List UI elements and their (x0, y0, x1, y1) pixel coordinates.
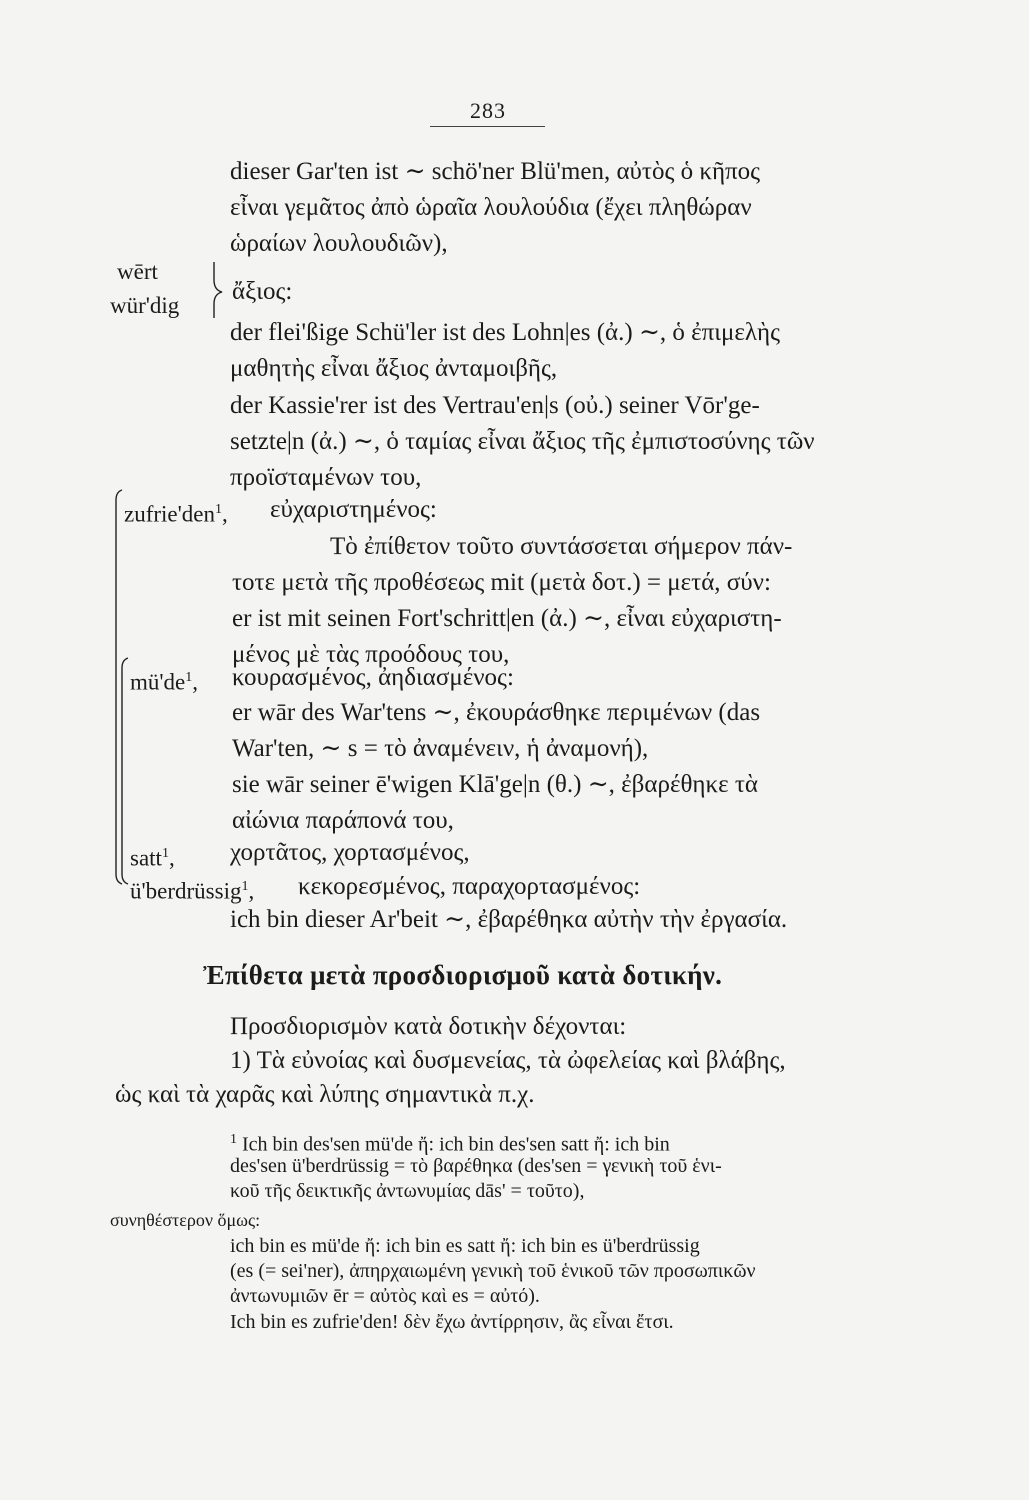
entry-line: der Kassie'rer ist des Vertrau'en|s (οὐ.) seiner Vōr'ge- (230, 392, 760, 419)
footnote-text: Ich bin des'sen mü'de ἤ: ich bin des'sen satt ἤ: ich bin (242, 1133, 670, 1156)
header-rule (430, 126, 545, 127)
entry-line: setzte|n (ἀ.) ∼, ὁ ταμίας εἶναι ἄξιος τῆς ἐμπιστοσύνης τῶν (230, 428, 815, 455)
body-line: Προσδιορισμὸν κατὰ δοτικὴν δέχονται: (230, 1013, 627, 1040)
margin-word-zufrieden-text: zufrie'den (124, 501, 215, 527)
margin-word-uberdrussig (130, 874, 254, 905)
entry-line: ὡραίων λουλουδιῶν), (230, 230, 448, 257)
footnote-line: Ich bin es zufrie'den! δὲν ἔχω ἀντίρρησιν, ἂς εἶναι ἔτσι. (230, 1311, 674, 1333)
brace-outer (116, 490, 122, 884)
entry-line: μένος μὲ τὰς προόδους του, (232, 641, 510, 668)
margin-word-mude (130, 665, 198, 696)
entry-line: sie wār seiner ē'wigen Klā'ge|n (θ.) ∼, ἐβαρέθηκε τὰ (232, 771, 758, 798)
footnote-mark: 1 (241, 879, 249, 894)
margin-word-zufrieden (124, 497, 228, 528)
body-line: ὡς καὶ τὰ χαρᾶς καὶ λύπης σημαντικὰ π.χ. (115, 1081, 535, 1108)
margin-word-wert: wērt (117, 259, 158, 284)
margin-word-satt-text: satt (130, 845, 162, 871)
margin-word-satt (130, 841, 175, 872)
entry-line: προϊσταμένων του, (230, 464, 422, 491)
entry-line: εἶναι γεμᾶτος ἀπὸ ὡραῖα λουλούδια (ἔχει πληθώραν (230, 194, 752, 221)
entry-line: dieser Gar'ten ist ∼ schö'ner Blü'men, αὐτὸς ὁ κῆπος (230, 158, 761, 185)
entry-line: κουρασμένος, ἀηδιασμένος: (232, 664, 514, 691)
entry-line: er ist mit seinen Fort'schritt|en (ἀ.) ∼, εἶναι εὐχαριστη- (232, 605, 782, 632)
entry-line: χορτᾶτος, χορτασμένος, (230, 839, 470, 866)
entry-line: er wār des War'tens ∼, ἐκουράσθηκε περιμένων (das (232, 699, 761, 726)
entry-line: κεκορεσμένος, παραχορτασμένος: (298, 873, 641, 900)
entry-line: μαθητὴς εἶναι ἄξιος ἀνταμοιβῆς, (230, 355, 558, 382)
entry-line: ich bin dieser Ar'beit ∼, ἐβαρέθηκα αὐτὴν τὴν ἐργασία. (230, 906, 788, 933)
brace-wert-wurdig (214, 262, 222, 318)
footnote-mark: 1 (161, 846, 169, 861)
entry-line: εὐχαριστημένος: (270, 496, 437, 523)
body-line: 1) Τὰ εὐνοίας καὶ δυσμενείας, τὰ ὠφελείας καὶ βλάβης, (230, 1047, 786, 1074)
footnote-line (230, 1128, 670, 1157)
entry-line: τοτε μετὰ τῆς προθέσεως mit (μετὰ δοτ.) = μετά, σύν: (232, 569, 771, 596)
comma: , (192, 669, 198, 695)
footnote-number: 1 (230, 1132, 237, 1147)
footnote-mark: 1 (214, 502, 222, 517)
footnote-line: συνηθέστερον ὅμως: (110, 1210, 261, 1230)
footnote-line: ἀντωνυμιῶν ēr = αὐτὸς καὶ es = αὐτό). (230, 1285, 540, 1307)
margin-word-mude-text: mü'de (130, 669, 186, 695)
comma: , (168, 845, 175, 871)
footnote-line: des'sen ü'berdrüssig = τὸ βαρέθηκα (des'sen = γενικὴ τοῦ ἑνι- (230, 1155, 722, 1177)
footnote-line: κοῦ τῆς δεικτικῆς ἀντωνυμίας dās' = τοῦτο), (230, 1180, 585, 1202)
footnote-line: ich bin es mü'de ἤ: ich bin es satt ἤ: ich bin es ü'berdrüssig (230, 1235, 700, 1257)
footnote-mark: 1 (185, 670, 193, 685)
entry-line: War'ten, ∼ s = τὸ ἀναμένειν, ἡ ἀναμονή), (232, 735, 649, 762)
entry-line: Τὸ ἐπίθετον τοῦτο συντάσσεται σήμερον πάν- (330, 533, 793, 560)
brace-inner (122, 658, 128, 884)
page-number: 283 (470, 98, 506, 123)
entry-line: ἄξιος: (232, 278, 293, 305)
comma: , (221, 501, 228, 527)
margin-word-wurdig: wür'dig (110, 293, 180, 318)
entry-line: αἰώνια παράπονά του, (232, 807, 454, 834)
entry-line: der flei'ßige Schü'ler ist des Lohn|es (ἀ.) ∼, ὁ ἐπιμελὴς (230, 319, 780, 346)
footnote-line: (es (= sei'ner), ἀπηρχαιωμένη γενικὴ τοῦ ἑνικοῦ τῶν προσωπικῶν (230, 1260, 756, 1282)
section-heading: Ἐπίθετα μετὰ προσδιορισμοῦ κατὰ δοτικήν. (203, 960, 723, 990)
margin-word-uberdrussig-text: ü'berdrüssig (130, 878, 242, 904)
comma: , (248, 878, 255, 904)
